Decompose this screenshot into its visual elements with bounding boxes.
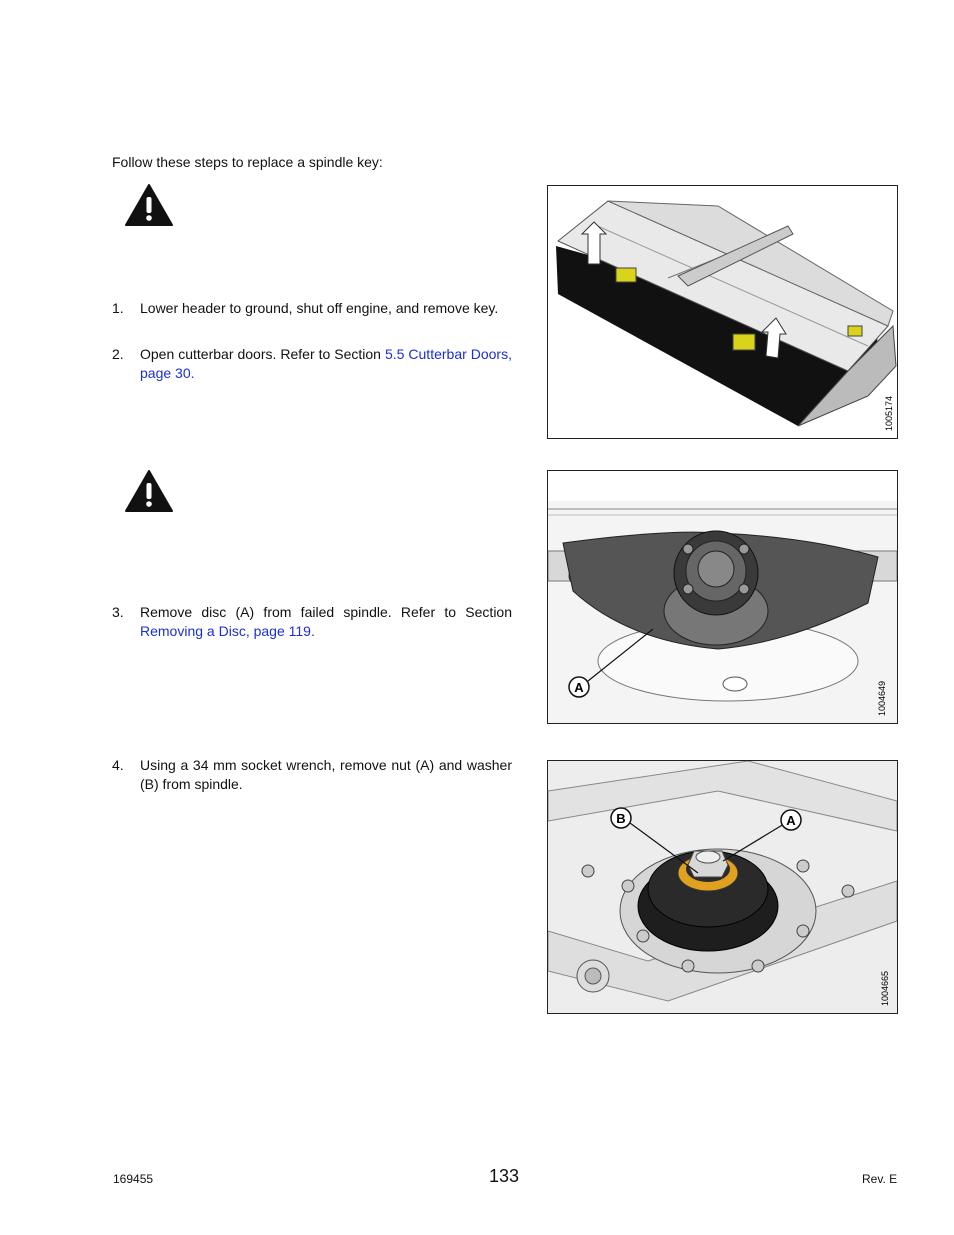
warning-icon — [124, 183, 174, 227]
figure-id: 1005174 — [884, 395, 894, 431]
figure-header-doors — [547, 185, 898, 439]
step-number: 4. — [112, 757, 124, 773]
disc-illustration — [548, 471, 897, 723]
step-text: Remove disc (A) from failed spindle. Refer to Section Removing a Disc, page 119. — [140, 604, 512, 639]
section-link-cutterbar-doors[interactable]: 5.5 Cutterbar Doors, page 30 — [140, 346, 512, 381]
step-text: Open cutterbar doors. Refer to Section 5.5 Cutterbar Doors, page 30. — [140, 346, 512, 381]
step-number: 3. — [112, 604, 124, 620]
doc-number: 169455 — [113, 1172, 154, 1186]
step-number: 1. — [112, 300, 124, 316]
step-1 — [112, 299, 512, 318]
revision: Rev. E — [862, 1172, 898, 1186]
figure-nut-washer — [547, 760, 898, 1014]
step-number: 2. — [112, 346, 124, 362]
figure-disc — [547, 470, 898, 724]
spindle-illustration — [548, 761, 897, 1013]
page-number: 133 — [489, 1166, 520, 1186]
intro-text: Follow these steps to replace a spindle key: — [112, 154, 383, 170]
warning-icon — [124, 469, 174, 513]
callout-b: B — [616, 811, 626, 826]
step-2 — [112, 345, 512, 383]
step-3 — [112, 603, 512, 641]
step-text: Lower header to ground, shut off engine, and remove key. — [140, 300, 499, 316]
figure-id: 1004649 — [877, 680, 887, 716]
callout-a: A — [574, 680, 584, 695]
callout-a: A — [786, 813, 796, 828]
figure-id: 1004665 — [880, 970, 890, 1006]
section-link-removing-disc[interactable]: Removing a Disc, page 119 — [140, 623, 311, 639]
step-text: Using a 34 mm socket wrench, remove nut (A) and washer (B) from spindle. — [140, 757, 512, 792]
header-illustration — [548, 186, 897, 438]
step-4 — [112, 756, 512, 794]
